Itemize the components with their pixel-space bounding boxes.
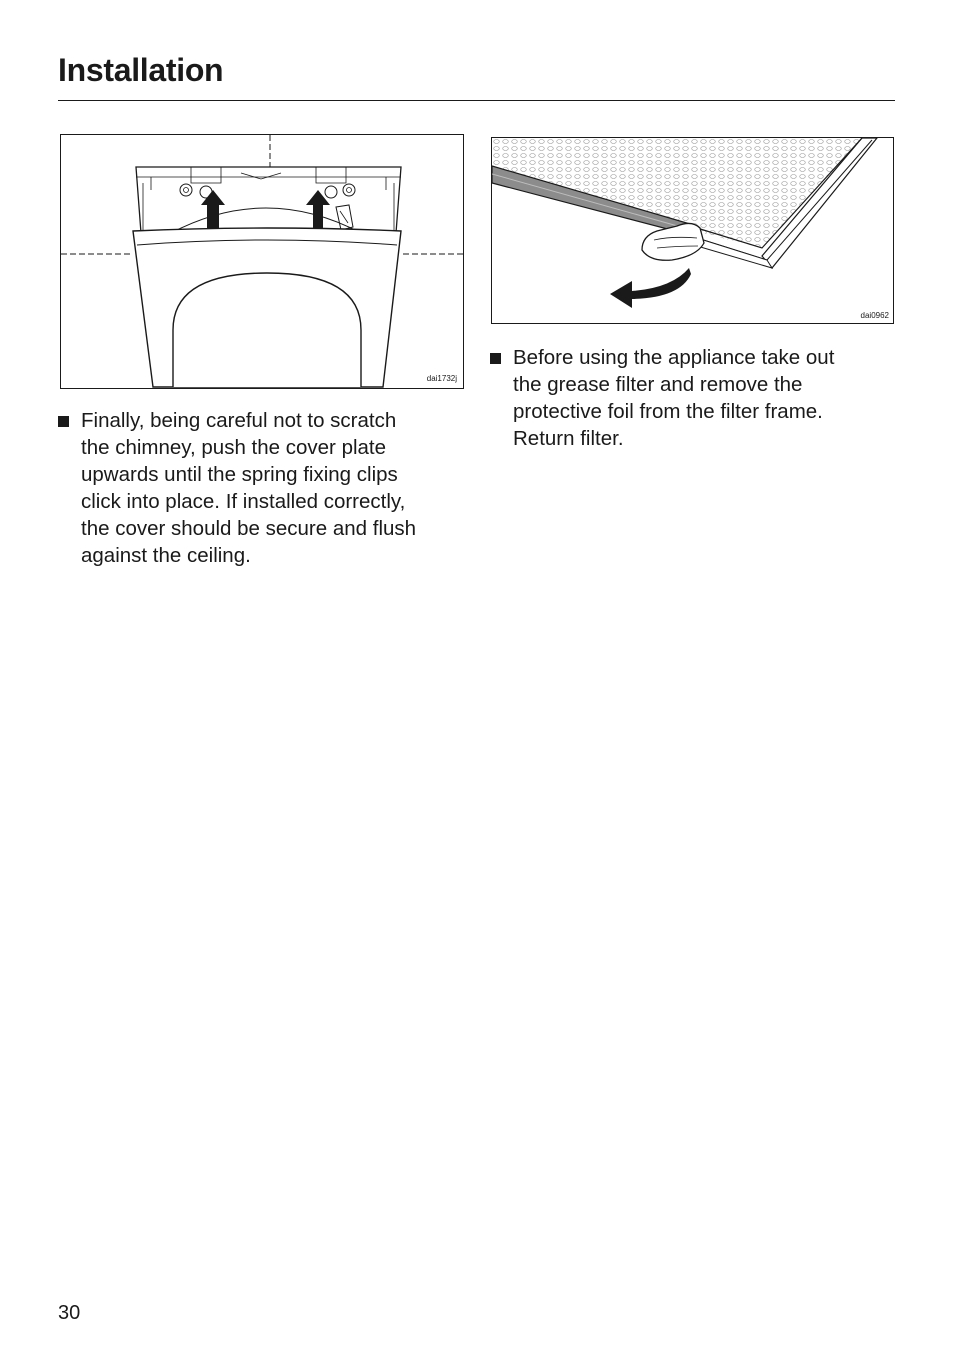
square-bullet-icon bbox=[490, 353, 501, 364]
page-title: Installation bbox=[58, 52, 224, 88]
cover-plate-shape bbox=[61, 135, 463, 388]
instruction-remove-foil bbox=[490, 344, 890, 452]
figure-grease-filter bbox=[491, 137, 894, 324]
figure-code: dai1732j bbox=[426, 374, 457, 383]
instruction-push-cover bbox=[58, 407, 468, 569]
instruction-text: Before using the appliance take out the grease filter and remove the protective foil from the filter frame. Return filter. bbox=[513, 346, 835, 450]
figure-cover-plate bbox=[60, 134, 464, 389]
instruction-text: Finally, being careful not to scratch the chimney, push the cover plate upwards until the spring fixing clips click into place. If installed correctly, the cover should be secure and flush against the ceiling. bbox=[81, 409, 417, 567]
figure-code: dai0962 bbox=[860, 311, 889, 320]
curved-arrow-icon bbox=[492, 138, 893, 323]
square-bullet-icon bbox=[58, 416, 69, 427]
page-number: 30 bbox=[58, 1302, 81, 1324]
title-divider bbox=[58, 100, 895, 101]
